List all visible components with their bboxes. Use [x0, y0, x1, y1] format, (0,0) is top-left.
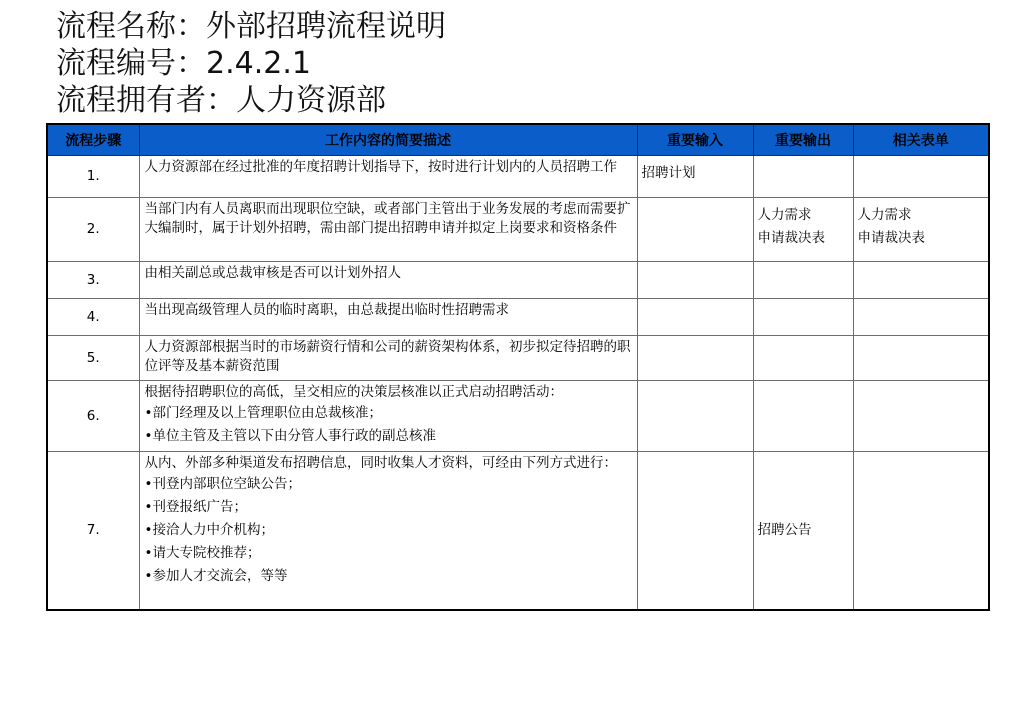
output-cell: [753, 156, 853, 198]
forms-cell: [853, 299, 989, 336]
table-row: [47, 452, 989, 610]
process-owner-title: 流程拥有者：人力资源部: [56, 83, 386, 118]
output-text: 申请裁决表: [757, 230, 825, 246]
description-text: 当出现高级管理人员的临时离职，由总裁提出临时性招聘需求: [144, 302, 509, 318]
description-bullet: •接洽人力中介机构；: [144, 522, 274, 538]
table-row: [47, 262, 989, 299]
title-block: [56, 8, 956, 119]
input-cell: [637, 336, 753, 381]
input-cell: [637, 198, 753, 262]
description-cell: [139, 198, 637, 262]
description-bullet: •部门经理及以上管理职位由总裁核准；: [144, 405, 382, 421]
description-text: 人力资源部在经过批准的年度招聘计划指导下，按时进行计划内的人员招聘工作: [144, 159, 617, 175]
description-cell: [139, 336, 637, 381]
table-row: [47, 156, 989, 198]
output-cell: [753, 336, 853, 381]
output-cell: [753, 299, 853, 336]
column-header-forms: 相关表单: [853, 124, 989, 156]
step-number-cell: 1.: [47, 156, 139, 198]
output-cell: [753, 452, 853, 610]
column-header-step: 流程步骤: [47, 124, 139, 156]
description-text: 根据待招聘职位的高低，呈交相应的决策层核准以正式启动招聘活动：: [144, 384, 563, 400]
input-cell: [637, 452, 753, 610]
description-text: 由相关副总或总裁审核是否可以计划外招人: [144, 265, 401, 281]
table-row: [47, 198, 989, 262]
table-row: [47, 381, 989, 452]
output-text: 招聘公告: [757, 521, 812, 538]
description-cell: [139, 262, 637, 299]
table-row: [47, 299, 989, 336]
output-cell: [753, 381, 853, 452]
forms-cell: [853, 381, 989, 452]
step-number-cell: 7.: [47, 452, 139, 610]
step-number-cell: 3.: [47, 262, 139, 299]
process-table: [46, 123, 990, 611]
description-bullet: •参加人才交流会，等等: [144, 568, 288, 584]
step-number-cell: 4.: [47, 299, 139, 336]
step-number-cell: 2.: [47, 198, 139, 262]
description-text: 当部门内有人员离职而出现职位空缺，或者部门主管出于业务发展的考虑而需要扩大编制时，属于计划外招聘，需由部门提出招聘申请并拟定上岗要求和资格条件: [144, 201, 631, 236]
description-cell: [139, 381, 637, 452]
input-cell: [637, 299, 753, 336]
forms-cell: [853, 198, 989, 262]
step-number-cell: 5.: [47, 336, 139, 381]
forms-cell: [853, 336, 989, 381]
forms-cell: [853, 156, 989, 198]
input-cell: [637, 262, 753, 299]
description-bullet: •单位主管及主管以下由分管人事行政的副总核准: [144, 428, 436, 444]
description-cell: [139, 156, 637, 198]
description-cell: [139, 452, 637, 610]
process-number-title: 流程编号：2.4.2.1: [56, 46, 311, 81]
table-row: [47, 336, 989, 381]
column-header-output: 重要输出: [753, 124, 853, 156]
description-text: 人力资源部根据当时的市场薪资行情和公司的薪资架构体系，初步拟定待招聘的职位评等及基本薪资范围: [144, 339, 631, 374]
forms-cell: [853, 452, 989, 610]
table-header-row: [47, 124, 989, 156]
description-bullet: •刊登报纸广告；: [144, 499, 247, 515]
output-text: 人力需求: [757, 207, 812, 223]
description-bullet: •请大专院校推荐；: [144, 545, 261, 561]
forms-cell: [853, 262, 989, 299]
forms-text: 申请裁决表: [857, 230, 925, 246]
description-bullet: •刊登内部职位空缺公告；: [144, 476, 301, 492]
table-body: [47, 156, 989, 610]
output-cell: [753, 262, 853, 299]
column-header-description: 工作内容的简要描述: [139, 124, 637, 156]
input-cell: 招聘计划: [637, 156, 753, 198]
process-name-title: 流程名称：外部招聘流程说明: [56, 9, 446, 44]
step-number-cell: 6.: [47, 381, 139, 452]
output-cell: [753, 198, 853, 262]
column-header-input: 重要输入: [637, 124, 753, 156]
description-text: 从内、外部多种渠道发布招聘信息，同时收集人才资料，可经由下列方式进行：: [144, 455, 617, 471]
description-cell: [139, 299, 637, 336]
forms-text: 人力需求: [857, 207, 912, 223]
process-table-wrapper: [46, 123, 988, 611]
input-cell: [637, 381, 753, 452]
